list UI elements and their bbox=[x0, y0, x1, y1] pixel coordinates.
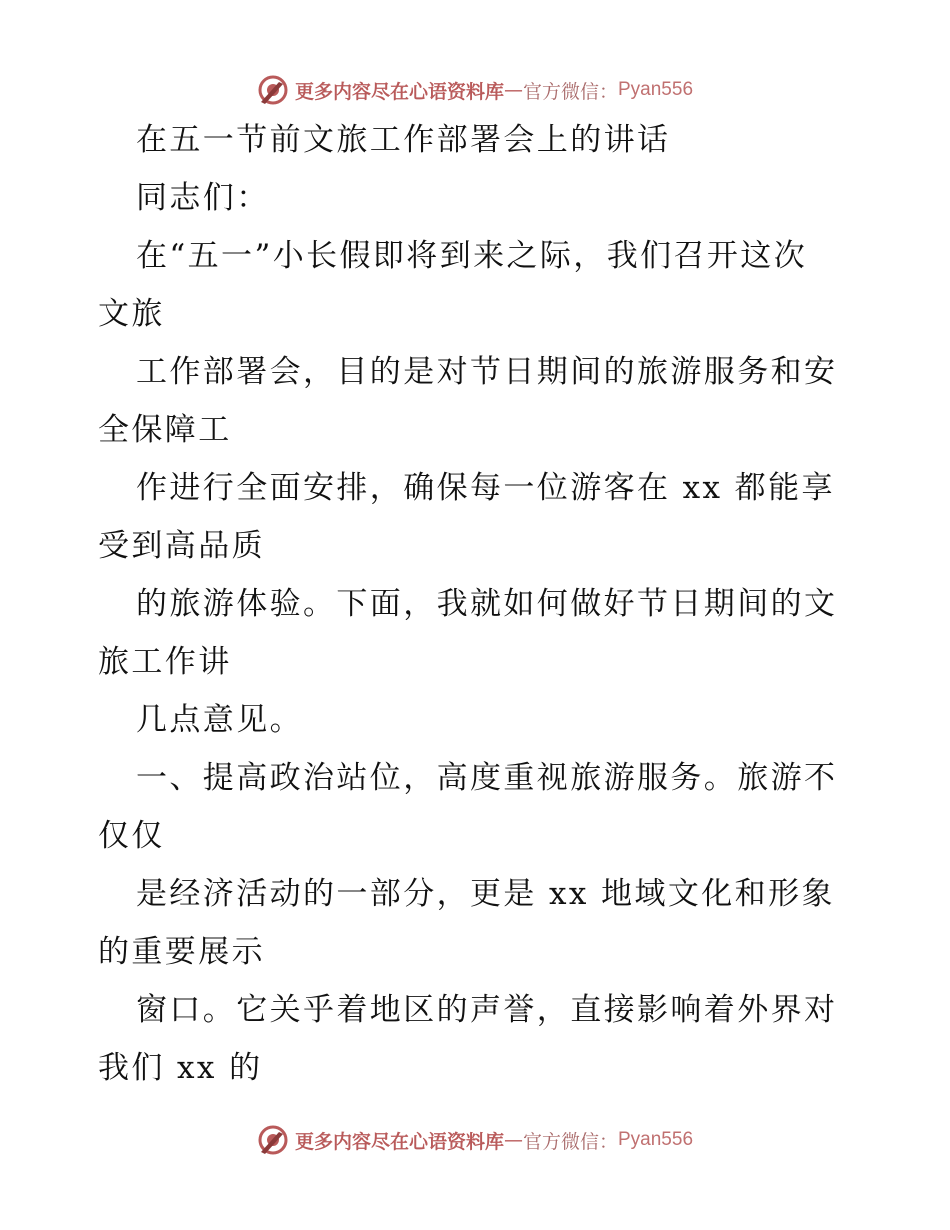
pen-logo-icon bbox=[257, 74, 289, 106]
document-line: 一、提高政治站位，高度重视旅游服务。旅游不 bbox=[136, 760, 838, 796]
watermark-main-text: 更多内容尽在心语资料库 bbox=[294, 80, 504, 103]
document-line: 我们 xx 的 bbox=[98, 1050, 263, 1086]
watermark-main-text: 更多内容尽在心语资料库 bbox=[294, 1130, 504, 1153]
document-line: 是经济活动的一部分，更是 xx 地域文化和形象 bbox=[136, 876, 835, 912]
document-line: 在五一节前文旅工作部署会上的讲话 bbox=[136, 122, 671, 158]
document-line: 工作部署会，目的是对节日期间的旅游服务和安 bbox=[136, 354, 838, 390]
document-line: 的旅游体验。下面，我就如何做好节日期间的文 bbox=[136, 586, 838, 622]
watermark-dash: — bbox=[503, 79, 523, 101]
document-line: 几点意见。 bbox=[136, 702, 303, 738]
document-line: 同志们： bbox=[136, 180, 270, 216]
document-line: 仅仅 bbox=[98, 818, 165, 854]
document-line: 窗口。它关乎着地区的声誉，直接影响着外界对 bbox=[136, 992, 838, 1028]
watermark-sub-text: 官方微信： bbox=[522, 1130, 618, 1153]
document-line: 的重要展示 bbox=[98, 934, 265, 970]
watermark-account: Pyan556 bbox=[618, 1129, 694, 1150]
watermark-header bbox=[0, 70, 950, 110]
pen-logo-icon bbox=[257, 1124, 289, 1156]
document-line: 旅工作讲 bbox=[98, 644, 232, 680]
watermark-dash: — bbox=[503, 1129, 523, 1151]
document-line: 全保障工 bbox=[98, 412, 232, 448]
document-line: 受到高品质 bbox=[98, 528, 265, 564]
watermark-sub-text: 官方微信： bbox=[522, 80, 618, 103]
watermark-footer bbox=[0, 1120, 950, 1160]
document-line: 文旅 bbox=[98, 296, 165, 332]
watermark-account: Pyan556 bbox=[618, 79, 694, 100]
document-line: 作进行全面安排，确保每一位游客在 xx 都能享 bbox=[136, 470, 835, 506]
document-line: 在“五一”小长假即将到来之际，我们召开这次 bbox=[136, 238, 808, 274]
